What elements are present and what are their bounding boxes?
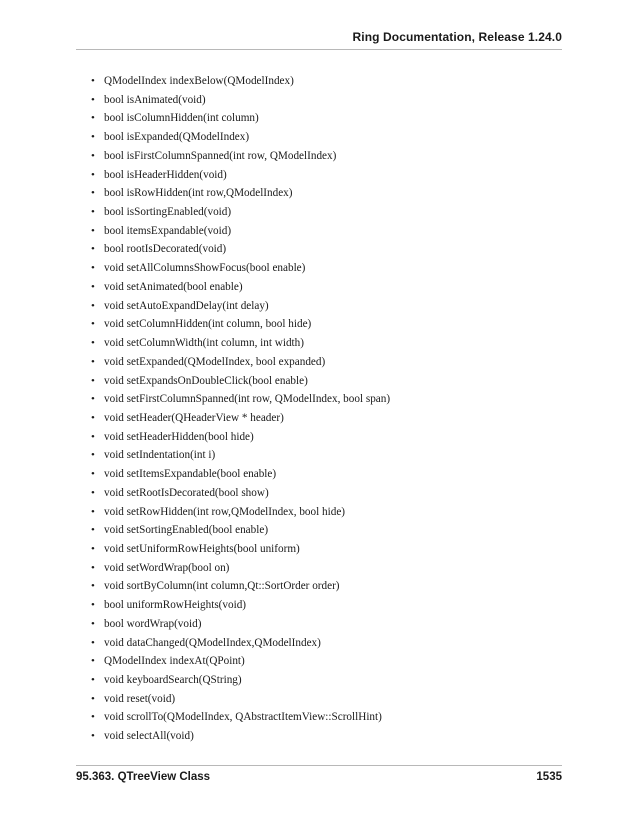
page-header — [76, 30, 562, 50]
method-signature: bool isAnimated(void) — [104, 93, 206, 106]
bullet-icon: • — [91, 655, 95, 668]
method-signature: bool rootIsDecorated(void) — [104, 243, 227, 256]
list-item — [91, 91, 390, 110]
header-divider — [76, 49, 562, 50]
list-item — [91, 353, 390, 372]
method-signature: void keyboardSearch(QString) — [104, 674, 242, 686]
method-signature: bool itemsExpandable(void) — [104, 224, 232, 237]
bullet-icon: • — [91, 206, 95, 219]
method-signature: void setFirstColumnSpanned(int row, QModelIndex, bool span) — [104, 393, 391, 406]
bullet-icon: • — [91, 112, 95, 125]
bullet-icon: • — [91, 131, 95, 144]
method-signature: bool wordWrap(void) — [104, 617, 202, 630]
list-item — [91, 727, 390, 746]
document-title: Ring Documentation, Release 1.24.0 — [352, 30, 562, 44]
method-signature: bool isExpanded(QModelIndex) — [104, 131, 250, 144]
bullet-icon: • — [91, 711, 95, 724]
list-item — [91, 166, 390, 185]
list-item — [91, 465, 390, 484]
list-item — [91, 72, 390, 91]
bullet-icon: • — [91, 449, 95, 462]
list-item — [91, 297, 390, 316]
bullet-icon: • — [91, 617, 95, 630]
method-list — [91, 72, 390, 746]
method-signature: void reset(void) — [104, 692, 176, 705]
bullet-icon: • — [91, 468, 95, 481]
method-signature: void setWordWrap(bool on) — [104, 561, 230, 574]
method-signature: void setExpandsOnDoubleClick(bool enable) — [104, 374, 308, 387]
section-title: 95.363. QTreeView Class — [76, 771, 211, 783]
list-item — [91, 484, 390, 503]
bullet-icon: • — [91, 542, 95, 555]
method-signature: void setExpanded(QModelIndex, bool expanded) — [104, 355, 326, 368]
method-signature: bool isSortingEnabled(void) — [104, 206, 232, 219]
method-signature: void setUniformRowHeights(bool uniform) — [104, 542, 300, 555]
bullet-icon: • — [91, 299, 95, 312]
bullet-icon: • — [91, 374, 95, 387]
list-item — [91, 259, 390, 278]
page-footer — [76, 771, 562, 789]
method-signature: void selectAll(void) — [104, 730, 194, 743]
bullet-icon: • — [91, 224, 95, 237]
bullet-icon: • — [91, 730, 95, 743]
list-item — [91, 240, 390, 259]
bullet-icon: • — [91, 280, 95, 293]
method-signature: void setHeader(QHeaderView * header) — [104, 411, 284, 424]
list-item — [91, 634, 390, 653]
bullet-icon: • — [91, 262, 95, 275]
bullet-icon: • — [91, 580, 95, 593]
page-number: 1535 — [536, 771, 562, 783]
method-signature: void setAllColumnsShowFocus(bool enable) — [104, 262, 306, 275]
bullet-icon: • — [91, 674, 95, 686]
bullet-icon: • — [91, 505, 95, 518]
list-item — [91, 334, 390, 353]
bullet-icon: • — [91, 636, 95, 649]
method-signature: bool isHeaderHidden(void) — [104, 168, 227, 181]
bullet-icon: • — [91, 393, 95, 406]
footer-divider — [76, 765, 562, 766]
list-item — [91, 690, 390, 709]
list-item — [91, 315, 390, 334]
bullet-icon: • — [91, 561, 95, 574]
list-item — [91, 559, 390, 578]
bullet-icon: • — [91, 411, 95, 424]
list-item — [91, 446, 390, 465]
list-item — [91, 521, 390, 540]
method-signature: void setColumnHidden(int column, bool hide) — [104, 318, 312, 331]
method-signature: bool isFirstColumnSpanned(int row, QModelIndex) — [104, 149, 337, 162]
method-signature: void sortByColumn(int column,Qt::SortOrder order) — [104, 580, 340, 593]
bullet-icon: • — [91, 318, 95, 331]
bullet-icon: • — [91, 168, 95, 181]
method-signature: void setRootIsDecorated(bool show) — [104, 486, 269, 499]
list-item — [91, 128, 390, 147]
method-signature: void setSortingEnabled(bool enable) — [104, 524, 269, 537]
bullet-icon: • — [91, 243, 95, 256]
method-signature: bool isRowHidden(int row,QModelIndex) — [104, 187, 293, 200]
method-signature: QModelIndex indexAt(QPoint) — [104, 655, 245, 668]
bullet-icon: • — [91, 75, 95, 87]
list-item — [91, 652, 390, 671]
method-signature: void setIndentation(int i) — [104, 449, 216, 462]
list-item — [91, 278, 390, 297]
bullet-icon: • — [91, 187, 95, 200]
bullet-icon: • — [91, 355, 95, 368]
method-signature: bool uniformRowHeights(void) — [104, 599, 247, 612]
list-item — [91, 615, 390, 634]
list-item — [91, 184, 390, 203]
list-item — [91, 222, 390, 241]
list-item — [91, 409, 390, 428]
list-item — [91, 109, 390, 128]
method-signature: void setRowHidden(int row,QModelIndex, bool hide) — [104, 505, 346, 518]
method-signature: void setAnimated(bool enable) — [104, 280, 243, 293]
bullet-icon: • — [91, 599, 95, 612]
method-signature: void scrollTo(QModelIndex, QAbstractItemView::ScrollHint) — [104, 711, 382, 724]
method-signature: bool isColumnHidden(int column) — [104, 112, 259, 125]
bullet-icon: • — [91, 524, 95, 537]
list-item — [91, 390, 390, 409]
method-signature: void setColumnWidth(int column, int width) — [104, 337, 304, 350]
method-signature: void dataChanged(QModelIndex,QModelIndex) — [104, 636, 321, 649]
bullet-icon: • — [91, 430, 95, 443]
bullet-icon: • — [91, 93, 95, 106]
list-item — [91, 540, 390, 559]
method-signature: QModelIndex indexBelow(QModelIndex) — [104, 75, 294, 87]
bullet-icon: • — [91, 486, 95, 499]
list-item — [91, 372, 390, 391]
list-item — [91, 428, 390, 447]
list-item — [91, 577, 390, 596]
list-item — [91, 671, 390, 690]
method-signature: void setItemsExpandable(bool enable) — [104, 468, 277, 481]
list-item — [91, 147, 390, 166]
method-signature: void setHeaderHidden(bool hide) — [104, 430, 254, 443]
list-item — [91, 503, 390, 522]
bullet-icon: • — [91, 337, 95, 350]
list-item — [91, 708, 390, 727]
method-signature: void setAutoExpandDelay(int delay) — [104, 299, 269, 312]
list-item — [91, 203, 390, 222]
bullet-icon: • — [91, 149, 95, 162]
bullet-icon: • — [91, 692, 95, 705]
list-item — [91, 596, 390, 615]
